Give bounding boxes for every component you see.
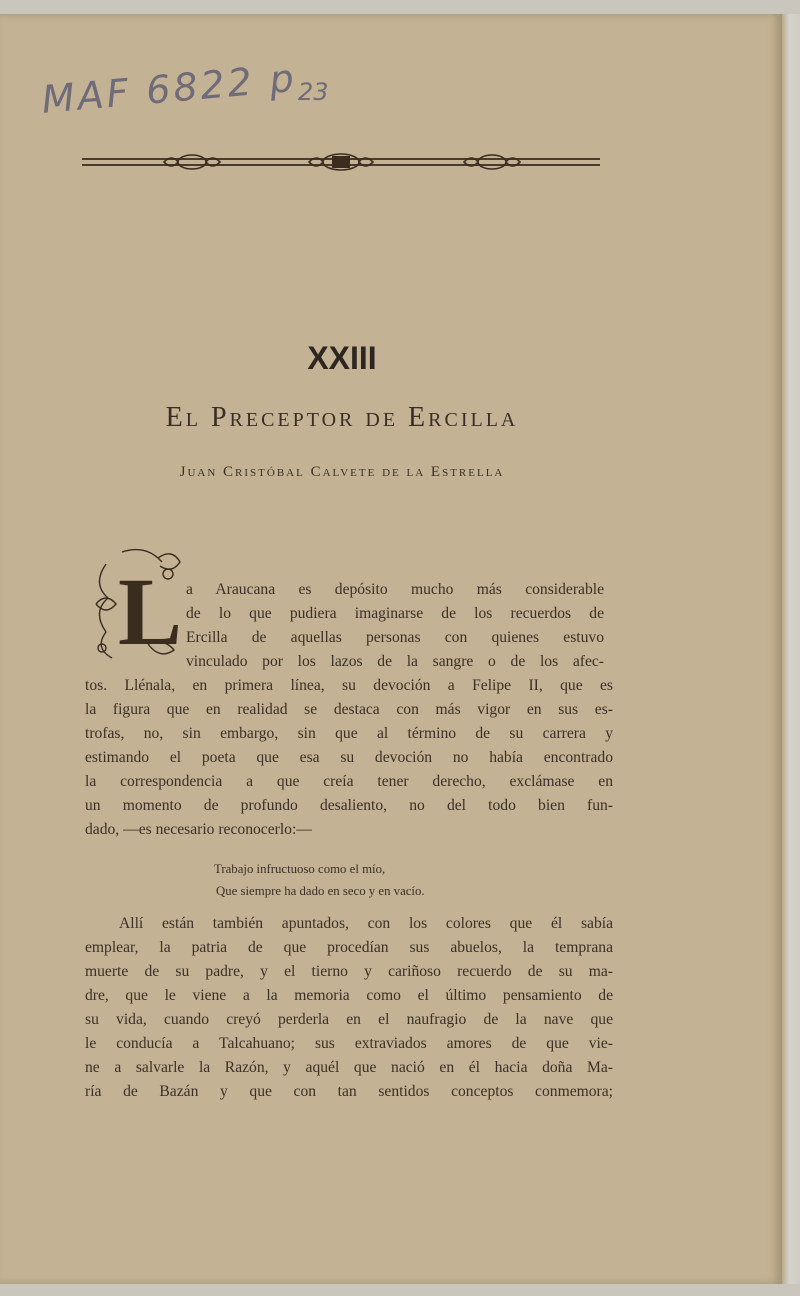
text-line: muerte de su padre, y el tierno y cariñoso recuerdo de su ma-: [85, 963, 613, 980]
text-line: dado, —es necesario reconocerlo:—: [85, 821, 312, 838]
text-line: la figura que en realidad se destaca con más vigor en sus es-: [85, 701, 613, 718]
text-line: Allí están también apuntados, con los colores que él sabía: [119, 915, 613, 932]
paragraph-1-body: [85, 674, 613, 842]
page-edge: [782, 14, 800, 1284]
text-line: Ercilla de aquellas personas con quienes estuvo: [186, 629, 604, 646]
paragraph-1-indented: [186, 578, 604, 674]
text-line: ría de Bazán y que con tan sentidos conceptos conmemora;: [85, 1083, 613, 1100]
text-line: un momento de profundo desaliento, no del todo bien fun-: [85, 797, 613, 814]
text-line: dre, que le viene a la memoria como el último pensamiento de: [85, 987, 613, 1004]
paragraph-2: [85, 912, 613, 1104]
text-line: tos. Llénala, en primera línea, su devoción a Felipe II, que es: [85, 677, 613, 694]
text-line: ne a salvarle la Razón, y aquél que nació en él hacia doña Ma-: [85, 1059, 613, 1076]
chapter-title: El Preceptor de Ercilla: [165, 402, 519, 433]
chapter-number: XXIII: [307, 340, 377, 376]
decorative-rule-ornament: [82, 152, 600, 172]
drop-cap-letter: L: [118, 558, 183, 665]
text-line: emplear, la patria de que procedían sus abuelos, la temprana: [85, 939, 613, 956]
text-line: la correspondencia a que creía tener derecho, exclámase en: [85, 773, 613, 790]
text-line: trofas, no, sin embargo, sin que al término de su carrera y: [85, 725, 613, 742]
handwritten-page-ref: 23: [298, 78, 329, 106]
ornamental-drop-cap: [88, 544, 184, 666]
text-line: le conducía a Talcahuano; sus extraviados amores de que vie-: [85, 1035, 613, 1052]
text-line: vinculado por los lazos de la sangre o de los afec-: [186, 653, 604, 670]
text-line: de lo que pudiera imaginarse de los recuerdos de: [186, 605, 604, 622]
chapter-subtitle: Juan Cristóbal Calvete de la Estrella: [179, 464, 505, 480]
text-line: a Araucana es depósito mucho más considerable: [186, 581, 604, 598]
verse-quotation: [214, 858, 425, 902]
handwritten-shelfmark: MAF 6822 p: [40, 55, 299, 122]
text-line: su vida, cuando creyó perderla en el naufragio de la nave que: [85, 1011, 613, 1028]
verse-line: Trabajo infructuoso como el mío,: [214, 862, 386, 876]
text-line: estimando el poeta que esa su devoción no había encontrado: [85, 749, 613, 766]
verse-line: Que siempre ha dado en seco y en vacío.: [216, 884, 425, 898]
